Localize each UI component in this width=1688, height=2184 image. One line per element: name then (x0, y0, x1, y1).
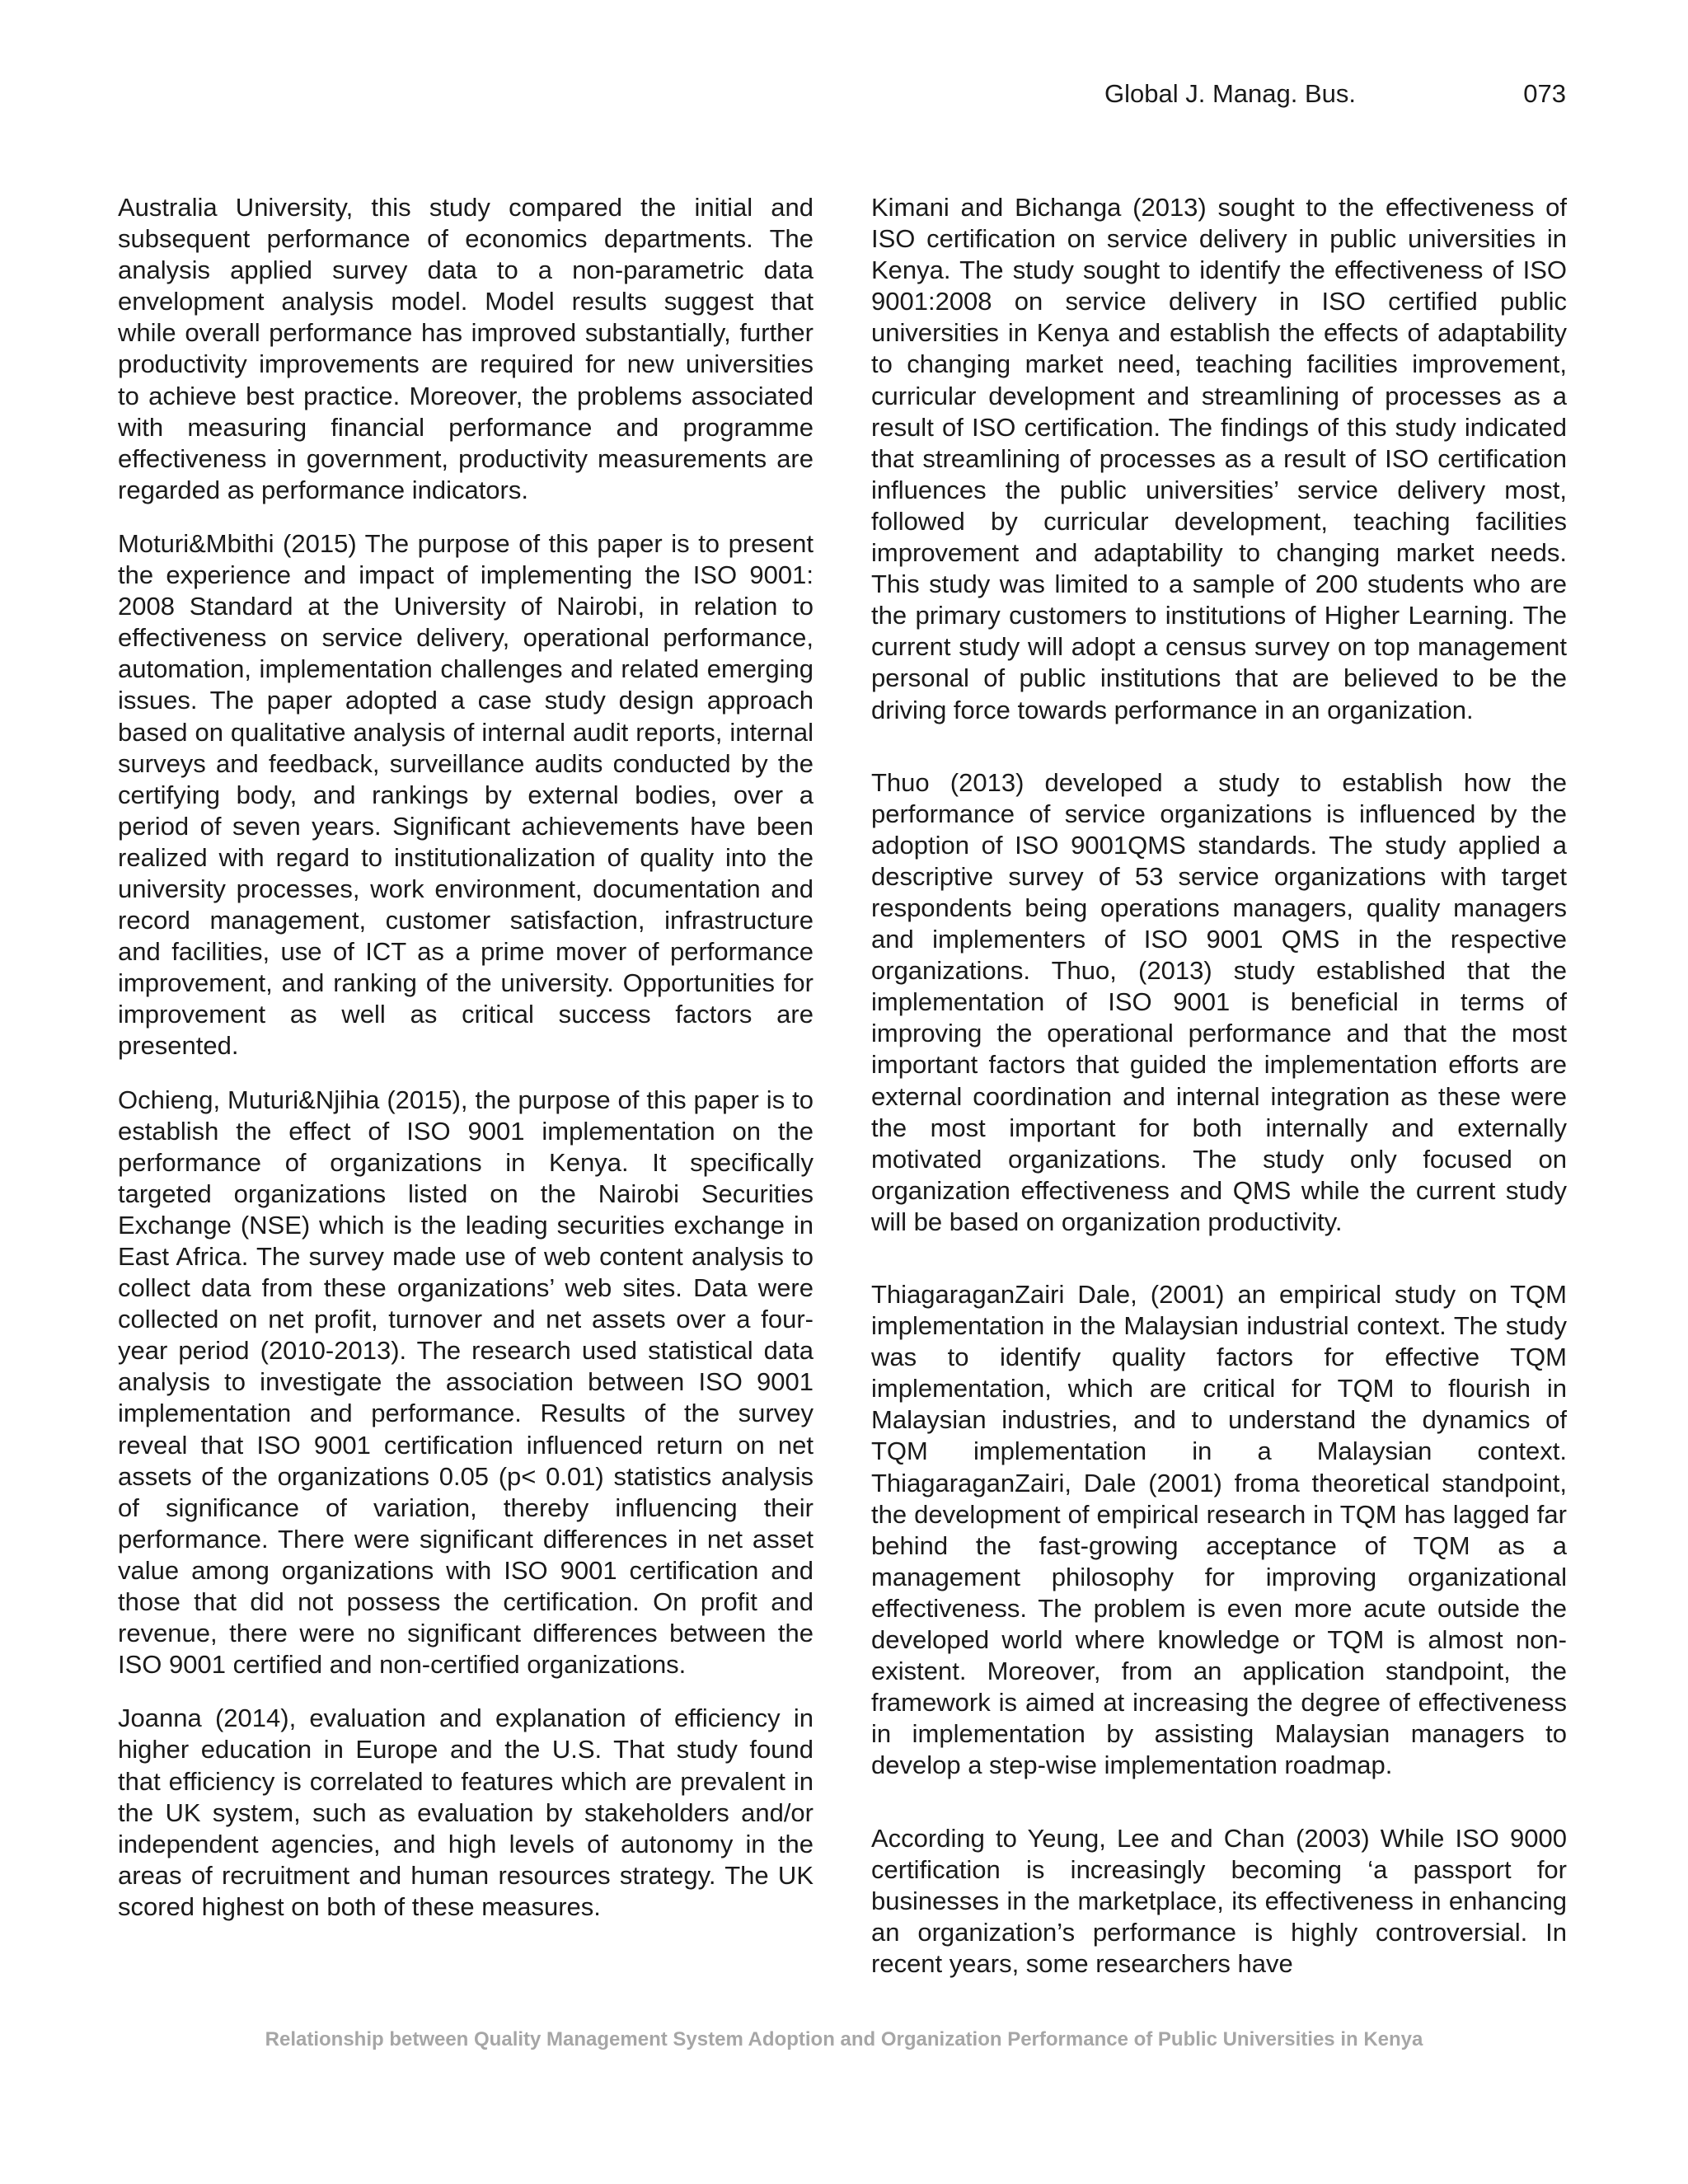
paragraph-australia-university: Australia University, this study compared the initial and subsequent performance of economics departments. The analysis applied survey data to a non-parametric data envelopment analysis model. Model results suggest that while overall performance has improved substantially, further productivity improvements are required for new universities to achieve best practice. Moreover, the problems associated with measuring financial performance and programme effectiveness in government, productivity measurements are regarded as performance indicators. (118, 193, 814, 504)
journal-name: Global J. Manag. Bus. (1104, 79, 1356, 108)
paragraph-thuo: Thuo (2013) developed a study to establish how the performance of service organizations is influenced by the adoption of ISO 9001QMS standards. The study applied a descriptive survey of 53 service organizations with target respondents being operations managers, quality managers and implementers of ISO 9001 QMS in the respective organizations. Thuo, (2013) study established that the implementation of ISO 9001 is beneficial in terms of improving the operational performance and that the most important factors that guided the implementation efforts are external coordination and internal integration as these were the most important for both internally and externally motivated organizations. The study only focused on organization effectiveness and QMS while the current study will be based on organization productivity. (871, 767, 1567, 1236)
paragraph-joanna: Joanna (2014), evaluation and explanation of efficiency in higher education in Europe and the U.S. That study found that efficiency is correlated to features which are prevalent in the UK system, such as evaluation by stakeholders and/or independent agencies, and high levels of autonomy in the areas of recruitment and human resources strategy. The UK scored highest on both of these measures. (118, 1704, 814, 1921)
paragraph-moturi-mbithi: Moturi&Mbithi (2015) The purpose of this paper is to present the experience and impact of implementing the ISO 9001: 2008 Standard at the University of Nairobi, in relation to effectiveness on service delivery, operational performance, automation, implementation challenges and related emerging issues. The paper adopted a case study design approach based on qualitative analysis of internal audit reports, internal surveys and feedback, surveillance audits conducted by the certifying body, and rankings by external bodies, over a period of seven years. Significant achievements have been realized with regard to institutionalization of quality into the university processes, work environment, documentation and record management, customer satisfaction, infrastructure and facilities, use of ICT as a prime mover of performance improvement, and ranking of the university. Opportunities for improvement as well as critical success factors are presented. (118, 528, 814, 1061)
right-column (871, 192, 1567, 2021)
paragraph-kimani-bichanga: Kimani and Bichanga (2013) sought to the effectiveness of ISO certification on service delivery in public universities in Kenya. The study sought to identify the effectiveness of ISO 9001:2008 on service delivery in ISO certified public universities in Kenya and establish the effects of adaptability to changing market need, teaching facilities improvement, curricular development and streamlining of processes as a result of ISO certification. The findings of this study indicated that streamlining of processes as a result of ISO certification influences the public universities’ service delivery most, followed by curricular development, teaching facilities improvement and adaptability to changing market needs. This study was limited to a sample of 200 students who are the primary customers to institutions of Higher Learning. The current study will adopt a census survey on top management personal of public institutions that are believed to be the driving force towards performance in an organization. (871, 193, 1567, 724)
running-footer-title: Relationship between Quality Management System Adoption and Organization Performance of Public Universities in Kenya (265, 2028, 1423, 2050)
running-head (1104, 77, 1566, 110)
paragraph-yeung-lee-chan: According to Yeung, Lee and Chan (2003) While ISO 9000 certification is increasingly becoming ‘a passport for businesses in the marketplace, its effectiveness in enhancing an organization’s performance is highly controversial. In recent years, some researchers have (871, 1823, 1567, 1978)
paragraph-ochieng-muturi-njihia: Ochieng, Muturi&Njihia (2015), the purpose of this paper is to establish the effect of ISO 9001 implementation on the performance of organizations in Kenya. It specifically targeted organizations listed on the Nairobi Securities Exchange (NSE) which is the leading securities exchange in East Africa. The survey made use of web content analysis to collect data from these organizations’ web sites. Data were collected on net profit, turnover and net assets over a four-year period (2010-2013). The research used statistical data analysis to investigate the association between ISO 9001 implementation and performance. Results of the survey reveal that ISO 9001 certification influenced return on net assets of the organizations 0.05 (p< 0.01) statistics analysis of significance of variation, thereby influencing their performance. There were significant differences in net asset value among organizations with ISO 9001 certification and those that did not possess the certification. On profit and revenue, there were no significant differences between the ISO 9001 certified and non-certified organizations. (118, 1085, 814, 1680)
paragraph-thiagaragan-zairi-dale: ThiagaraganZairi Dale, (2001) an empirical study on TQM implementation in the Malaysian industrial context. The study was to identify quality factors for effective TQM implementation, which are critical for TQM to flourish in Malaysian industries, and to understand the dynamics of TQM implementation in a Malaysian context. ThiagaraganZairi, Dale (2001) froma theoretical standpoint, the development of empirical research in TQM has lagged far behind the fast-growing acceptance of TQM as a management philosophy for improving organizational effectiveness. The problem is even more acute outside the developed world where knowledge or TQM is almost non-existent. Moreover, from an application standpoint, the framework is aimed at increasing the degree of effectiveness in implementation by assisting Malaysian managers to develop a step-wise implementation roadmap. (871, 1280, 1567, 1780)
page-number: 073 (1523, 79, 1566, 108)
left-column (118, 192, 814, 1945)
